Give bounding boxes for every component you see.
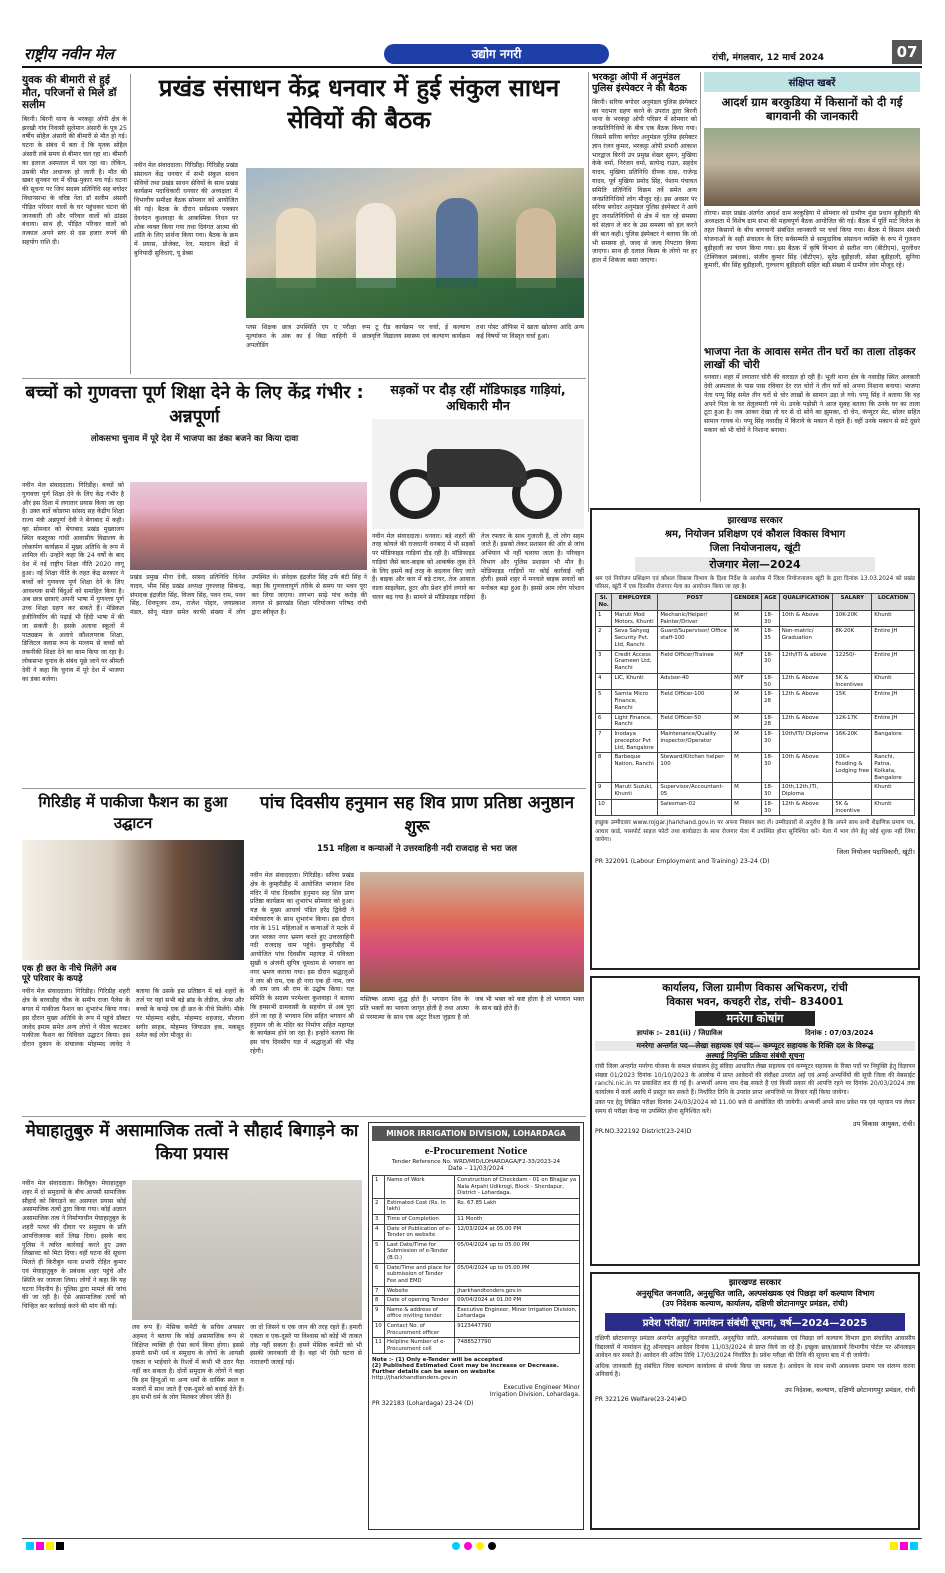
- subhead: 151 महिला व कन्याओं ने उत्तरवाहिनी नदी राजदाह से भरा जल: [316, 843, 518, 854]
- tender-date: Date – 11/03/2024: [448, 1165, 504, 1172]
- story-barkudiha: [704, 72, 920, 342]
- tender-cell: Executive Engineer, Minor Irrigation Division, Lohardaga: [455, 1305, 580, 1321]
- table-cell: 18-28: [762, 690, 780, 713]
- table-cell: Salesman-02: [658, 799, 732, 816]
- table-row: [596, 783, 915, 800]
- village-photo: [704, 128, 920, 206]
- table-cell: 5: [596, 690, 612, 713]
- tender-cell: jharkhandtenders.gov.in: [455, 1286, 580, 1296]
- tender-cell: 11 Month: [455, 1215, 580, 1225]
- table-cell: 10th/ITI/ Diploma: [779, 730, 833, 753]
- column-header: QUALIFICATION: [779, 594, 833, 611]
- govt-name: झारखण्ड सरकार: [727, 516, 783, 526]
- tender-cell: 10: [373, 1321, 385, 1337]
- table-cell: 1: [596, 610, 612, 627]
- table-cell: 12th/ITI & above: [779, 650, 833, 673]
- tender-cell: Website: [385, 1286, 455, 1296]
- kicker: संक्षिप्त खबरें: [704, 72, 920, 92]
- table-cell: Mechanic/Helper/ Painter/Driver: [658, 610, 732, 627]
- story-bikes: [372, 382, 584, 782]
- story-fashion: [22, 792, 244, 1112]
- signatory: जिला नियोजन पदाधिकारी, खूंटी।: [836, 848, 915, 857]
- article-body: लव रूप हैं। मेसिक कमेटी के सचिव अफसर अहमद ने बताया कि कोई असामाजिक रूप से विक्षिप्त व्यक्ति ही ऐसा कार्य किया होगा। इससे हमारी सभी धर्म व समुदाय के लोगों के आपसी एकता व भाईचारे के रिश्तों में कभी भी दरार पैदा नहीं कर सकता है। दोनों समुदाय के लोगों ने कहा कि हम हिन्दुओं या अन्य धर्मों के धार्मिक स्थल व मजारों में साथ जाते हैं एक-दूसरे को बधाई देते हैं। हम सभी धर्म के लोग मिलकर जीवन जीते हैं।: [132, 1324, 244, 1402]
- tender-cell: Date of Publication of e-Tender on website: [385, 1224, 455, 1240]
- tender-cell: 09/04/2024 at 01.00 PM: [455, 1296, 580, 1306]
- table-cell: Inodaya preceptor Pvt Ltd, Bangalore: [612, 730, 658, 753]
- tender-title: e-Procurement Notice: [424, 1145, 528, 1157]
- table-cell: 10th & Above: [779, 610, 833, 627]
- table-cell: M: [732, 783, 762, 800]
- table-cell: 6: [596, 713, 612, 730]
- article-body: मस्तिष्क आत्मा शुद्ध होते हैं। भगवान शिव के प्रति भक्तों का भावना जागृत होती है तथा आत्मा से परमात्मा के साथ एक अटूट रिश्ता जुड़ता है जो जब भी भक्त को कष्ट होता है तो भगवान भक्त के साथ खड़े होते हैं।: [360, 996, 584, 1021]
- article-body: नवीन मेल संवाददाता। गिरिडीह। गिरिडीह प्रखंड संसाधन केंद्र धनवार में सभी संकुल साधन सेवियों तथा प्रखंड साधन सेवियों के साथ प्रखंड कार्यक्रम पदाधिकारी धनवार की अध्यक्षता में विभागीय समीक्षा बैठक सोमवार को आयोजित की गई। बैठक के दौरान सर्वप्रथम पत्रकार देवनंदन कुशवाहा के आकस्मिक निधन पर शोक व्यक्त किया गया तथा दिवंगत आत्मा की शांति के लिए प्रार्थना किया गया। बैठक के क्रम में प्रयास, प्रोजेक्ट, रेल, मतदान केंद्रों में बुनियादी सुविधाएं, यू डेक्स: [134, 162, 238, 257]
- headline: मेघाहातुबुरु में असामाजिक तत्वों ने सौहार्द बिगाड़ने का किया प्रयास: [25, 1121, 359, 1164]
- article-body: धनवार। शहर में लगातार चोरी की वारदात हो रही है। भूली थाना क्षेत्र के नवादीह स्थित अलकारी देवी अस्पताल के पास पास रविवार देर रात चोरों ने तीन घरों को अपना निशाना बनाया। भाजपा नेता पप्पू सिंह समेत तीन घरों से चोर लाखों के सामान उड़ा ले गये। पप्पू सिंह ने बताया कि वह अपने पिता के घर तेलुलमारी गये थे। उनके पड़ोसी ने आज सुबह बताया कि उनके घर का ताला टूटा हुआ है। जब आकर देखा तो घर से दो सोने का झुमका, दो चेन, कंप्यूटर सेट, सोलर सहित सामान गायब थे। पप्पू सिंह नवादीह में किराये के मकान में रहते हैं। वहीं उनके मकान से सटे दूसरे मकान को भी चोरों ने निशाना बनाया।: [704, 374, 920, 434]
- tender-row: [373, 1321, 580, 1337]
- table-cell: [833, 783, 872, 800]
- table-row: [596, 730, 915, 753]
- table-row: [596, 610, 915, 627]
- article-body: तोरपा। सदर प्रखंड अंतर्गत आदर्श ग्राम बरकुड़िया में सोमवार को ग्रामीण मुंडा प्रधान बुड़ीहारी की अध्यक्षता में विशेष ग्राम सभा की महत्वपूर्ण बैठक आयोजित की गई। बैठक में पूर्ति मार्ट विलेज के तहत किसानों के बीच बागवानी संबंधित जानकारी पर चर्चा किया गया। बैठक में किसान संबंधी योजनाओं के सही संचालन के लिए सर्वसम्मति से सामुदायिक संसाधन व्यक्ति के रूप में गुलशन बुड़ीहाली का चयन किया गया। इस बैठक में कृषि विभाग से सतीश नाग (बीटीएम), मुरलीधर (टेक्निकल प्रबंधक), संजीव कुमार सिंह (बीटीएम), सुरेंद्र बुड़ीहाली, सोसा बुड़ीहाली, सुनिया कुमारी, बीर सिंह बुड़ीहाली, गुरुचरण बुड़ीहाली सहित बड़ी संख्या में ग्रामीण लोग मौजूद रहे।: [704, 209, 920, 270]
- tender-row: [373, 1198, 580, 1214]
- page-number: 07: [892, 40, 922, 64]
- letter-number: ज्ञापांक :– 281(ii) / जिग्राविअ: [636, 1029, 723, 1037]
- table-cell: 12K-17K: [833, 713, 872, 730]
- tender-row: [373, 1338, 580, 1354]
- tender-cell: 8: [373, 1296, 385, 1306]
- pr-code: PR 322183 (Lohardaga) 23-24 (D): [372, 1400, 474, 1408]
- story-prakhand: [134, 72, 584, 372]
- table-cell: Steward/Kitchen helper-100: [658, 753, 732, 783]
- office-name: जिला नियोजनालय, खूंटी: [709, 543, 801, 554]
- table-cell: 15K: [833, 690, 872, 713]
- table-cell: Khunti: [872, 673, 915, 690]
- table-cell: 10th & Above: [779, 753, 833, 783]
- table-cell: 5K & incentive: [833, 799, 872, 816]
- dept-name: श्रम, नियोजन प्रशिक्षण एवं कौशल विकास विभाग: [664, 529, 846, 540]
- table-cell: 8K-20K: [833, 627, 872, 650]
- tender-cell: 05/04/2024 up to 05.00 PM: [455, 1240, 580, 1263]
- meeting-photo: [246, 168, 584, 318]
- article-body: प्लस शिक्षक छात्र उपस्थिति एप ए परीक्षा मूल्यांकन के अंक का ई विद्या वाहिनी में अपलोडिंग: [246, 324, 356, 349]
- notice-body: उक्त पद हेतु लिखित परीक्षा दिनांक 24/03/2024 को 11.00 बजे से आयोजित की जायेगी। अभ्यर्थी अपने साथ प्रवेश पत्र एवं पहचान पत्र लेकर समय से परीक्षा केन्द्र पर उपस्थित होना सुनिश्चित करें।: [595, 1099, 915, 1115]
- table-cell: M: [732, 610, 762, 627]
- table-row: [596, 799, 915, 816]
- table-cell: 9: [596, 783, 612, 800]
- notice-body: दक्षिणी छोटानागपुर प्रमंडल अन्तर्गत अनुसूचित जनजाति, अनुसूचित जाति, अल्पसंख्यक एवं पिछड़ा वर्ग कल्याण विभाग द्वारा संचालित आवासीय विद्यालयों में नामांकन हेतु ऑनलाइन आवेदन दिनांक 11/03/2024 से प्राप्त किये जा रहे हैं। इच्छुक छात्र/छात्रायें विभागीय पोर्टल पर ऑनलाइन आवेदन कर सकते हैं। आवेदन की अंतिम तिथि 17/03/2024 निर्धारित है। प्रवेश परीक्षा की तिथि की सूचना बाद में दी जायेगी।: [595, 1335, 915, 1360]
- table-cell: LIC, Khunti: [612, 673, 658, 690]
- table-cell: Khunti: [872, 610, 915, 627]
- tender-signatory: Executive Engineer Minor Irrigation Division, Lohardaga.: [489, 1384, 580, 1399]
- table-cell: 16K-20K: [833, 730, 872, 753]
- jobs-table: [595, 593, 915, 816]
- article-body: जा दो जिसने घ एक जान की तरह रहते हैं। हमारी एकता व एक-दूसरे पर विश्वास को कोई भी ताकत तोड़ नहीं सकता है। हमने मेसिक कमेटी को भी इसकी जानकारी दी है। वहां भी ऐसी घटना से नाराजगी जताई गई।: [250, 1324, 362, 1367]
- table-cell: 10th,12th,ITI, Diploma: [779, 783, 833, 800]
- article-body: नवीन मेल संवाददाता। गिरिडीह। गिरिडीह शहरी क्षेत्र के बरवाडीह चौक के समीप राजा पैलेस के बगल में पाकीजा फैशन का शुभारंभ किया गया। इस दौरान मुख्य अतिथि के रूप में पहुंचे डॉक्टर जावेद इमाम समेत अन्य लोगो ने फीता काटकर पाकीजा फैशन का विधिवत उद्घाटन किया। इस दौरान दुकान के संचालक मोहम्मद जावेद ने बताया कि उसके इस प्रतिष्ठान में बड़े शहरों के तर्ज पर यहां सभी बड़े ब्रांड के लेडीज, जेन्स और बच्चों के कपड़े एक ही छत के नीचे मिलेंगे। मौके पर मोहम्मद शहीद, मोहम्मद शहजाद, मौलाना सगीर साहब, मोहम्मद जियाउल हक, मकसूद समेत कई लोग मौजूद थे।: [22, 988, 244, 1049]
- table-cell: M: [732, 690, 762, 713]
- story-annapurna: [22, 382, 367, 782]
- office-address: विकास भवन, कचहरी रोड, रांची– 834001: [666, 996, 844, 1008]
- subject: मनरेगा अन्तर्गत पद—लेखा सहायक एवं पद— कम्प्यूटर सहायक के रिक्ति दल के विरूद्ध: [595, 1041, 915, 1051]
- table-cell: Ranchi, Patna, Kolkata, Bangalore: [872, 753, 915, 783]
- table-cell: 5K & Incentives: [833, 673, 872, 690]
- table-cell: Maintenance/Quality Inspector/Operator: [658, 730, 732, 753]
- tender-website: http://jharkhandtenders.gov.in: [372, 1375, 458, 1382]
- table-cell: 3: [596, 650, 612, 673]
- table-cell: Credit Access Grameen Ltd, Ranchi: [612, 650, 658, 673]
- table-cell: 2: [596, 627, 612, 650]
- table-cell: Guard/Supervisor/ Office staff-100: [658, 627, 732, 650]
- table-row: [596, 753, 915, 783]
- table-cell: Entire JH: [872, 690, 915, 713]
- table-cell: M: [732, 713, 762, 730]
- tender-cell: Date of opening Tender: [385, 1296, 455, 1306]
- tender-ref: Tender Reference No. WRD/MID/LOHARDAGA/F2-33/2023-24: [391, 1159, 561, 1165]
- registration-strip: [22, 1538, 922, 1552]
- notice-title: प्रवेश परीक्षा/ नामांकन संबंधी सूचना, वर्ष—2024—2025: [605, 1313, 905, 1331]
- table-cell: M/F: [732, 673, 762, 690]
- column-header: Sl. No.: [596, 594, 612, 611]
- headline: आदर्श ग्राम बरकुडिया में किसानों को दी गई बागवानी की जानकारी: [721, 95, 903, 123]
- article-body: बिरनी। बिरनी थाना के भरकट्टा ओपी क्षेत्र के झरखी गांव निवासी सुलेमान अंसारी के पुत्र 25 वर्षीय सोहैल अंसारी की बीमारी से मौत हो गई। घटना के संबंध में बता दें कि मृतक सोहैल अंसारी लंबे समय से बीमार चल रहा था। बीमारी का इलाज अस्पताल में चल रहा था। लेकिन, उसकी मौत अचानक हो जाती है। मौत की खबर सुनकर घर में चीख-पुकार मच गई। घटना की सूचना पर जिप सदस्य प्रतिनिधि सह बगोदर विधानसभा के वरिष्ठ नेता डॉ सलीम अंसारी पीड़ित परिवार वालों के घर पहुंचकर घटना की जानकारी ली और परिवार वालों को ढांढस बंधाया। साथ ही, पीड़ित परिवार वालों को तत्काल अपने स्तर से दस हजार रुपये की सहयोग राशि दी।: [22, 115, 127, 246]
- dept-name: अनुसूचित जनजाति, अनुसूचित जाति, अल्पसंख्यक एवं पिछड़ा वर्ग कल्याण विभाग: [635, 1289, 875, 1298]
- govt-name: झारखण्ड सरकार: [728, 1278, 782, 1288]
- headline: प्रखंड संसाधन केंद्र धनवार में हुई संकुल साधन सेवियों की बैठक: [158, 74, 560, 135]
- table-cell: Barbeque Nation, Ranchi: [612, 753, 658, 783]
- table-cell: 18-30: [762, 730, 780, 753]
- article-body: नवीन मेल संवाददाता। धनवार। बड़े शहरों की तरह कोयले की राजधानी धनबाद में भी सड़कों पर मॉडिफाइड गाड़ियां दौड़ रही है। मॉडिफाइड गाड़ियां जैसे कार-बाइक को आकर्षक लुक देने के लिए इसमें कई तरह के बदलाव किए जाते हैं। बाइक और कार में बड़े टायर, तेज आवाज वाला साइलेंसर, हूटर और प्रेशर हॉर्न लगाने का चलन बढ़ गया है। सामने से मॉडिफाइड गाड़ियां तेज रफ्तार के साथ गुजरती है, तो लोग सहम जाते हैं। इसको लेकर प्रशासन की ओर से जांच अभियान भी नहीं चलाया जाता है। परिवहन विभाग और पुलिस प्रशासन भी मौन है। मोडिफाइड गाड़ियों पर कोई कार्रवाई नहीं होती। इससे शहर में मनचले बाइक सवारों का मनोबल बढ़ा हुआ है। इससे आम लोग परेशान हैं।: [372, 532, 584, 602]
- table-cell: Supervisor/Accountant-05: [658, 783, 732, 800]
- tender-cell: 7488527790: [455, 1338, 580, 1354]
- table-cell: Light Finance, Ranchi: [612, 713, 658, 730]
- tender-cell: 9: [373, 1305, 385, 1321]
- letter-date: दिनांक : 07/03/2024: [805, 1029, 874, 1037]
- tender-cell: 6: [373, 1263, 385, 1286]
- tender-cell: 2: [373, 1198, 385, 1214]
- tender-row: [373, 1286, 580, 1296]
- pr-code: PR 322091 (Labour Employment and Training) 23-24 (D): [595, 858, 770, 866]
- signatory: उप विकास आयुक्त, रांची।: [852, 1120, 915, 1129]
- tender-table: [372, 1175, 580, 1354]
- column-header: LOCATION: [872, 594, 915, 611]
- article-body: नवीन मेल संवाददाता। किरीबुरु। मेघाहातुबुरु शहर में दो समुदायों के बीच आपसी सामाजिक सौहार्द को बिगाड़ने का असफल प्रयास कोई असामाजिक तत्वों द्वारा किया गया। कोई अज्ञात असामाजिक तत्व ने निर्माणाधीन मेघाहातुबुरु के शहरी पत्थर की दीवार पर समुदाय के प्रति आपत्तिजनक बातें लिख दिया। इसके बाद पुलिस ने त्वरित कार्रवाई करते हुए उक्त लिखावट को मिटा दिया। वहीं घटना की सूचना मिलते ही किरीबुरु थाना प्रभारी रोहित कुमार एवं मेघाहातुबुरु के प्रबंधक शहर पहुंचे और स्थिति का जायजा लिया। लोगों ने कहा कि यह घटना निंदनीय है। पुलिस द्वारा मामले की जांच की जा रही है। ऐसे असामाजिक तत्वों को चिन्हित कर कार्रवाई करने की मांग की गई।: [22, 1180, 126, 1311]
- notice-intro: श्रम एवं नियोजन प्रशिक्षण एवं कौशल विकास विभाग के दिशा निर्देश के आलोक में जिला नियोजनालय खूंटी के द्वारा दिनांक 13.03.2024 को प्रखंड परिसर, खूंटी में एक दिवसीय रोजगार मेला का आयोजन किया जा रहा है।: [595, 576, 915, 591]
- tender-cell: 1: [373, 1176, 385, 1199]
- table-row: [596, 690, 915, 713]
- table-cell: Seva Sahyog Security Pvt. Ltd, Ranchi: [612, 627, 658, 650]
- table-cell: [612, 799, 658, 816]
- table-cell: M/F: [732, 650, 762, 673]
- table-cell: M: [732, 730, 762, 753]
- table-cell: 18-30: [762, 799, 780, 816]
- table-cell: Entire JH: [872, 650, 915, 673]
- tender-cell: 5: [373, 1240, 385, 1263]
- table-cell: Entire JH: [872, 713, 915, 730]
- column-header: SALARY: [833, 594, 872, 611]
- table-cell: 12250/-: [833, 650, 872, 673]
- tender-row: [373, 1215, 580, 1225]
- tender-org: MINOR IRRIGATION DIVISION, LOHARDAGA: [372, 1126, 580, 1141]
- masthead: [22, 38, 922, 68]
- table-cell: 8: [596, 753, 612, 783]
- tender-cell: Time of Completion: [385, 1215, 455, 1225]
- tender-cell: 3: [373, 1215, 385, 1225]
- table-cell: M: [732, 627, 762, 650]
- notice-title: रोजगार मेला—2024: [635, 557, 875, 572]
- rozgar-notice: [590, 508, 920, 970]
- tender-cell: Last Date/Time for Submission of e-Tender (B.O.): [385, 1240, 455, 1263]
- table-row: [596, 713, 915, 730]
- notice-footer: इच्छुक उम्मीदवार www.rojgar.jharkhand.gov.in पर अपना निबंधन करा लें। उम्मीदवारों से अनुरोध है कि अपने साथ सभी शैक्षणिक प्रमाण पत्र, आधार कार्ड, पासपोर्ट साइज फोटो तथा बायोडाटा के साथ रोजगार मेला में उपस्थित होना सुनिश्चित करें। मेला में भाग लेने हेतु कोई शुल्क नहीं लिया जायेगा।: [595, 820, 915, 843]
- table-cell: 10K-20K: [833, 610, 872, 627]
- jobs-header-row: [596, 594, 915, 611]
- table-cell: Maruti Mod Motors, Khunti: [612, 610, 658, 627]
- tender-cell: Contact No. of Procurement officer: [385, 1321, 455, 1337]
- table-cell: Advisor-40: [658, 673, 732, 690]
- headline: भाजपा नेता के आवास समेत तीन घरों का ताला तोड़कर लाखों की चोरी: [704, 346, 916, 371]
- table-cell: Entire JH: [872, 627, 915, 650]
- tender-cell: 12/03/2024 at 05.00 PM: [455, 1224, 580, 1240]
- tender-row: [373, 1296, 580, 1306]
- column-header: GENDER: [732, 594, 762, 611]
- table-cell: Field Officer-100: [658, 690, 732, 713]
- table-cell: 7: [596, 730, 612, 753]
- story-death: [22, 74, 127, 374]
- story-theft: [704, 346, 920, 502]
- tender-cell: Construction of Checkdam - 01 on Bhajjar ya Nala Arpahi Udikrogi, Block - Sherdapur, District - Lohardaga.: [455, 1176, 580, 1199]
- office-name: (उप निदेशक कल्याण, कार्यालय, दक्षिणी छोटानागपुर प्रमंडल, रांची): [661, 1299, 849, 1308]
- tender-cell: Name of Work: [385, 1176, 455, 1199]
- headline: भरकट्टा ओपी में अनुमंडल पुलिस इंस्पेक्टर ने की बैठक: [592, 72, 687, 95]
- table-cell: M: [732, 799, 762, 816]
- column-header: EMPLOYER: [612, 594, 658, 611]
- tender-note: Note :- (1) Only e-Tender will be accepted: [372, 1357, 503, 1364]
- table-cell: 12th & Above: [779, 799, 833, 816]
- table-cell: M: [732, 753, 762, 783]
- tender-cell: Date/Time and place for submission of Tender Fee and EMD: [385, 1263, 455, 1286]
- subject-2: अस्थाई नियुक्ति प्रक्रिया संबंधी सूचना: [705, 1051, 805, 1060]
- table-cell: 18-50: [762, 673, 780, 690]
- office-name: कार्यालय, जिला ग्रामीण विकास अभिकरण, रांची: [662, 982, 848, 994]
- pr-code: PR.NO.322192 District(23-24)D: [595, 1128, 692, 1136]
- table-cell: 18-30: [762, 650, 780, 673]
- subhead: लोकसभा चुनाव में पूरे देश में भाजपा का डंका बजने का किया दावा: [90, 434, 299, 445]
- table-cell: 10K+ Fooding & Lodging free: [833, 753, 872, 783]
- column-header: POST: [658, 594, 732, 611]
- paper-name: राष्ट्रीय नवीन मेल: [24, 45, 114, 63]
- shop-photo: [22, 840, 244, 960]
- tender-cell: 9123447790: [455, 1321, 580, 1337]
- wall-photo: [132, 1180, 362, 1320]
- table-cell: Field Officer-50: [658, 713, 732, 730]
- table-cell: 12th & Above: [779, 713, 833, 730]
- tender-cell: 05/04/2024 up to 05.00 PM: [455, 1263, 580, 1286]
- table-row: [596, 650, 915, 673]
- signatory: उप निदेशक, कल्याण, दक्षिणी छोटानागपुर प्रमंडल, रांची: [784, 1385, 915, 1394]
- dateline: रांची, मंगलवार, 12 मार्च 2024: [712, 53, 824, 63]
- table-row: [596, 673, 915, 690]
- tender-cell: Name & address of office inviting tender: [385, 1305, 455, 1321]
- notice-body: रांची जिला अन्तर्गत मनरेगा योजना के सफल संचालन हेतु संविदा आधारित लेखा सहायक एवं कम्प्यूटर सहायक के रिक्त पदों पर नियुक्ति हेतु विज्ञापन संख्या 01/2023 दिनांक 10/10/2023 के आलोक में प्राप्त आवेदनों की संवीक्षा उपरांत अर्ह एवं अनर्ह अभ्यर्थियों की सूची जिला की वेबसाईट ranchi.nic.in पर प्रकाशित कर दी गई है। अभ्यर्थी अपना नाम देख सकते हैं एवं किसी प्रकार की आपत्ति रहने पर दिनांक 20/03/2024 तक कार्यालय में कार्य अवधि में प्रस्तुत कर सकते हैं। निर्धारित तिथि के उपरांत प्राप्त आपत्तियों पर विचार नहीं किया जायेगा।: [595, 1063, 915, 1096]
- tender-row: [373, 1240, 580, 1263]
- tender-cell: 4: [373, 1224, 385, 1240]
- table-cell: 18-35: [762, 627, 780, 650]
- story-meghahatu: [22, 1120, 362, 1530]
- table-cell: 10: [596, 799, 612, 816]
- tender-cell: Helpline Number of e-Procurement cell: [385, 1338, 455, 1354]
- tender-cell: Rs. 67.85 Lakh: [455, 1198, 580, 1214]
- welfare-notice: [590, 1272, 920, 1530]
- table-cell: 18-28: [762, 713, 780, 730]
- section-tab: उद्योग नगरी: [384, 44, 609, 64]
- headline: गिरिडीह में पाकीजा फैशन का हुआ उद्घाटन: [38, 793, 228, 832]
- table-cell: 18-30: [762, 610, 780, 627]
- event-photo: [130, 482, 367, 570]
- tender-row: [373, 1176, 580, 1199]
- tender-cell: Estimated Cost (Rs. In lakh): [385, 1198, 455, 1214]
- mgnrega-notice: [590, 976, 920, 1266]
- cell-name: मनरेगा कोषांग: [695, 1011, 815, 1026]
- table-cell: Khunti: [872, 799, 915, 816]
- table-cell: 4: [596, 673, 612, 690]
- headline: बच्चों को गुणवत्ता पूर्ण शिक्षा देने के लिए केंद्र गंभीर : अन्नपूर्णा: [25, 383, 364, 427]
- procession-photo: [360, 872, 584, 992]
- table-row: [596, 627, 915, 650]
- bike-photo: [372, 419, 584, 529]
- headline: युवक की बीमारी से हुई मौत, परिजनों से मिले डॉ सलीम: [22, 74, 117, 112]
- table-cell: Bangalore: [872, 730, 915, 753]
- table-cell: Field Officer/Trainee: [658, 650, 732, 673]
- table-cell: 18-30: [762, 783, 780, 800]
- table-cell: Non-matric/ Graduation: [779, 627, 833, 650]
- headline: सड़कों पर दौड़ रहीं मॉडिफाइड गाड़ियां, अधिकारी मौन: [390, 382, 566, 414]
- tender-row: [373, 1305, 580, 1321]
- story-bharkatta: [592, 72, 697, 502]
- table-cell: Samta Micro Finance, Ranchi: [612, 690, 658, 713]
- table-cell: Khunti: [872, 783, 915, 800]
- column-header: AGE: [762, 594, 780, 611]
- tender-cell: 11: [373, 1338, 385, 1354]
- caption: एक ही छत के नीचे मिलेंगे अब पूरे परिवार के कपड़े: [22, 964, 117, 985]
- headline: पांच दिवसीय हनुमान सह शिव प्राण प्रतिष्ठा अनुष्ठान शुरू: [259, 793, 575, 837]
- article-body: रूम टू रीड कार्यक्रम पर चर्चा, ई कल्याण छात्रवृत्ति विद्यालय स्वास्थ्य एवं कल्याण कार्यक्रम तथा पोस्ट ऑफिस में खाता खोलना आदि अन्य कई विषयों पर विस्तृत चर्चा हुआ।: [362, 324, 584, 340]
- tender-note: (2) Published Estimated Cost may be increase or Decrease. Further details can be seen on website: [372, 1363, 559, 1376]
- article-body: प्रखंड प्रमुख मीना देवी, सांसद प्रतिनिधि दिनेश यादव, भीम सिंह प्रखंड अध्यक्ष नुरुल्लाह सिकन्द्र, संपादक इंद्रजीत सिंह, विजय सिंह, पवन राम, पवन सिंह, शिवपूजन राम, राजेश पोद्दार, जयप्रकाश मंडल, सोनू मंडल समेत काफी संख्या में लोग उपस्थित थे। संवेदक इंद्रजीत सिंह उर्फ बंटी सिंह ने कहा कि गुणवत्तापूर्ण तरीके से समय पर भवन पूरा कर लिया जाएगा। लगभग साढ़े पांच करोड़ की लागत से झारखंड शिक्षा परियोजना परिषद रांची द्वारा स्वीकृत है।: [130, 574, 367, 617]
- article-body: बिरनी। सरिया बगोदर अनुमंडल पुलिस इंस्पेक्टर का पदभार ग्रहण करने के उपरांत द्वारा बिरनी थाना के भरकट्टा ओपी परिसर में सोमवार को जनप्रतिनिधियों के बीच एक बैठक किया गया। जिसमें सरिया बगोदर अनुमंडल पुलिस इंस्पेक्टर ज्ञान रंजन कुमार, भरकट्टा ओपी प्रभारी आकाश भारद्वाज बिरनी उप प्रमुख शेखर सुमन, मुखिया केके वर्मा, निरंजन वर्मा, सत्येन्द्र राउत, सहदेव यादव, मुखिया प्रतिनिधि दीपक दास, राजेन्द्र यादव, पूर्व मुखिया प्रमोद सिंह, पेशाम पंचायत समिति प्रतिनिधि विक्रम तर्वे समेत अन्य जनप्रतिनिधियों लोग मौजूद रहे। इस अवसर पर सरिया बगोदर अनुमंडल पुलिस इंस्पेक्टर ने आये हुए जनप्रतिनिधियों से क्षेत्र में चल रहे समस्या को संज्ञान ले कर के उस समस्या को हल करने की बात कही। पुलिस इंस्पेक्टर ने बताया कि जो भी समस्या हो, जल्द से जल्द निपटारा किया जाएगा। साथ ही दलाल किस्म के लोगो पर हर हाल में शिकंजा कसा जाएगा।: [592, 98, 697, 265]
- story-hanuman: [250, 792, 584, 1112]
- table-cell: 12th & Above: [779, 690, 833, 713]
- pr-code: PR 322126 Welfare(23-24)#D: [595, 1395, 687, 1403]
- tender-row: [373, 1263, 580, 1286]
- article-body: नवीन मेल संवाददाता। गिरिडीह। बच्चों को गुणवत्ता पूर्ण शिक्षा देने के लिए केंद्र गंभीर है और इस दिशा में लगातार प्रयास किया जा रहा है। उक्त बातें कोडरमा सांसद सह केंद्रीय शिक्षा राज्य मंत्री अन्नपूर्णा देवी ने बेंगाबाद में कही। व्हा सोमवार को बेंगाबाद प्रखंड मुख्यालय स्थित कस्तूरबा गांधी आवासीय विद्यालय के लोकार्पण कार्यक्रम में मुख्य अतिथि के रूप में शामिल थीं। उन्होंने कहा कि 24 वर्षों के बाद देश में नई राष्ट्रीय शिक्षा नीति 2020 लागू हुआ। नई शिक्षा नीति के तहत केंद्र सरकार ने बच्चों को गुणवत्ता पूर्ण शिक्षा देने के लिए आवश्यक सभी बिंदुओं को समाहित किया है। अब छात्र छात्राएं अपनी भाषा में गुणवत्ता पूर्ण उच्च शिक्षा ग्रहण कर सकते हैं। मेडिकल इंजीनियरिंग की पढ़ाई भी हिंदी भाषा में की जा सकती है। इसके अलावा स्कूलों में पाठ्यक्रम के अलावे कौशलपरक शिक्षा, डिजिटल क्लास रूम के माध्यम से बच्चों को तकनीकी शिक्षा देने का काम किया जा रहा है। लोकसभा चुनाव के संबंध पूछे जाने पर श्रीमती देवी ने कहा कि चुनाव में पूरे देश में भाजपा का डंका बजेगा।: [22, 482, 124, 683]
- table-cell: Maruti Suzuki, Khunti: [612, 783, 658, 800]
- table-cell: 12th & Above: [779, 673, 833, 690]
- article-body: नवीन मेल संवाददाता। गिरिडीह। सरिया प्रखंड क्षेत्र के कुम्हरीडीह में आयोजित भगवान शिव मंदिर में पांच दिवसीय हनुमान सह शिव प्राण प्रतिष्ठा कार्यक्रम का शुभारंभ सोमवार को हुआ। यज्ञ के मुख्य आचार्य पंडित हरेंद्र द्विवेदी ने मंत्रोच्चारण के साथ शुभारंभ किया। इस दौरान गांव के 151 महिलाओं व कन्याओं ने मटके में जल भरकर नगर भ्रमण करते हुए उत्तरवाहिनी नदी राजदाह धाम पहुंचे। कुम्हरीडीह में आयोजित पांच दिवसीय महायज्ञ में पवित्रता सुखी व अंजनी सुपित्र धूमधाम से भगवान का नगर भ्रमण कराया गया। इस दौरान श्रद्धालुओं ने जय श्री राम, एक ही नारा एक ही नाम, जय श्री राम जय श्री राम के उद्घोष किया। यज्ञ समिति के सदस्य परमेश्वर कुशवाहा ने बताया कि हमसभी ग्रामवासी के सहयोग से अब पूरा होने जा रहा है भगवान शिव सहित भगवान श्री हनुमान जी के मंदिर का निर्माण सहित महायज्ञ के कार्यक्रम होने जा रहा है। इन्होंने बताया कि इस पांच दिवसीय यज्ञ में श्रद्धालुओं की भीड़ रहेगी।: [250, 872, 354, 1055]
- tender-cell: 7: [373, 1286, 385, 1296]
- tender-row: [373, 1224, 580, 1240]
- table-cell: 18-30: [762, 753, 780, 783]
- notice-body: अधिक जानकारी हेतु संबंधित जिला कल्याण कार्यालय से संपर्क किया जा सकता है। आवेदन के साथ सभी आवश्यक प्रमाण पत्र संलग्न करना अनिवार्य है।: [595, 1362, 915, 1379]
- tender-notice: [368, 1122, 584, 1530]
